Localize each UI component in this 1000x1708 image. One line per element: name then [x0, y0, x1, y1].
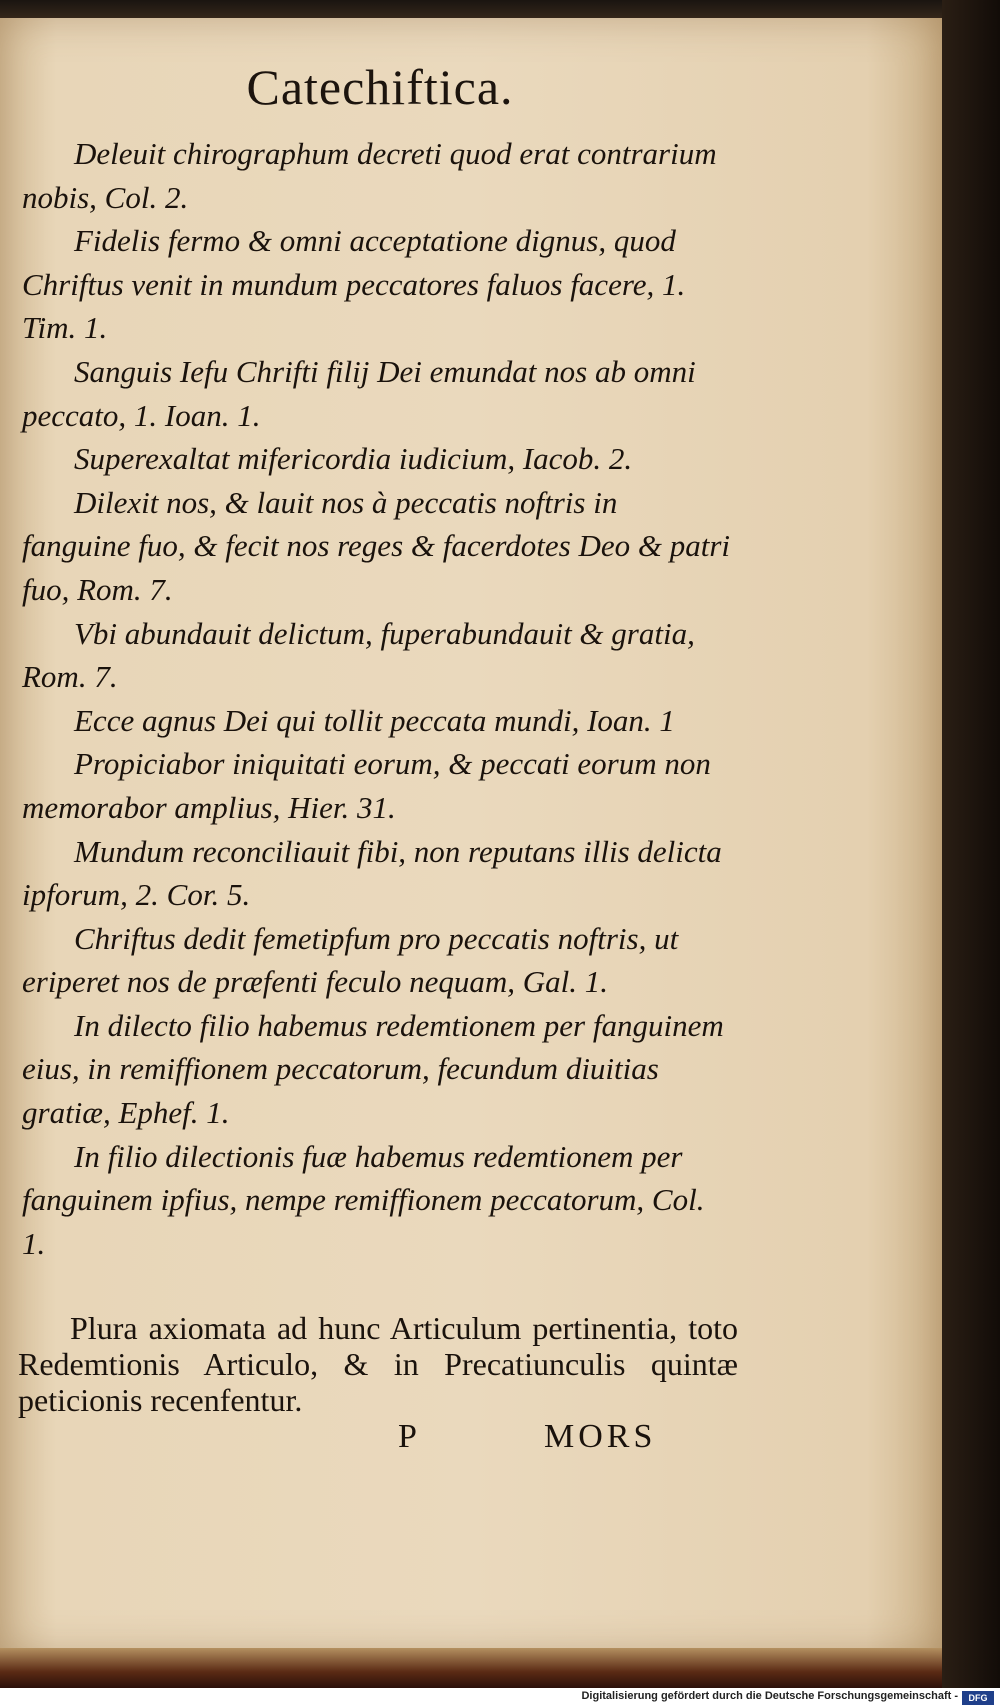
- list-item: Chriftus dedit femetipfum pro peccatis noftris, ut eriperet nos de præfenti feculo nequam, Gal. 1.: [22, 920, 679, 1000]
- funding-credit: Digitalisierung gefördert durch die Deutsche Forschungsgemeinschaft -: [581, 1690, 958, 1702]
- list-item: Fidelis fermo & omni acceptatione dignus, quod Chriftus venit in mundum peccatores faluos facere, 1. Tim. 1.: [22, 223, 686, 346]
- list-item: Sanguis Iefu Chrifti filij Dei emundat nos ab omni peccato, 1. Ioan. 1.: [22, 353, 696, 433]
- page-footer: [18, 1418, 718, 1458]
- dfg-logo-icon: DFG: [962, 1691, 994, 1705]
- scan-right-border: [942, 0, 1000, 1690]
- catchword: MORS: [544, 1418, 657, 1455]
- signature-mark: P: [398, 1418, 417, 1455]
- list-item: In dilecto filio habemus redemtionem per fanguinem eius, in remiffionem peccatorum, fecundum diuitias gratiæ, Ephef. 1.: [22, 1007, 724, 1131]
- list-item: Deleuit chirographum decreti quod erat contrarium nobis, Col. 2.: [22, 136, 717, 215]
- list-item: Dilexit nos, & lauit nos à peccatis noftris in fanguine fuo, & fecit nos reges & facerdotes Deo & patri fuo, Rom. 7.: [22, 484, 731, 607]
- closing-note-block: [18, 1310, 738, 1418]
- scan-bottom-edge: [0, 1648, 942, 1688]
- list-item: Ecce agnus Dei qui tollit peccata mundi, Ioan. 1: [74, 702, 675, 738]
- closing-note: Plura axiomata ad hunc Articulum pertinentia, toto Redemtionis Articulo, & in Precatiunculis quintæ peticionis recenfentur.: [18, 1310, 738, 1418]
- list-item: Mundum reconciliauit fibi, non reputans illis delicta ipforum, 2. Cor. 5.: [22, 833, 722, 913]
- list-item: In filio dilectionis fuæ habemus redemtionem per fanguinem ipfius, nempe remiffionem peccatorum, Col. 1.: [22, 1138, 705, 1261]
- scripture-list: [22, 132, 732, 1265]
- list-item: Superexaltat mifericordia iudicium, Iacob. 2.: [74, 441, 633, 477]
- list-item: Vbi abundauit delictum, fuperabundauit & gratia, Rom. 7.: [22, 615, 695, 695]
- book-page: [0, 18, 942, 1654]
- credit-bar: [0, 1688, 1000, 1708]
- running-head: Catechiftica.: [246, 59, 514, 115]
- list-item: Propiciabor iniquitati eorum, & peccati eorum non memorabor amplius, Hier. 31.: [22, 746, 711, 825]
